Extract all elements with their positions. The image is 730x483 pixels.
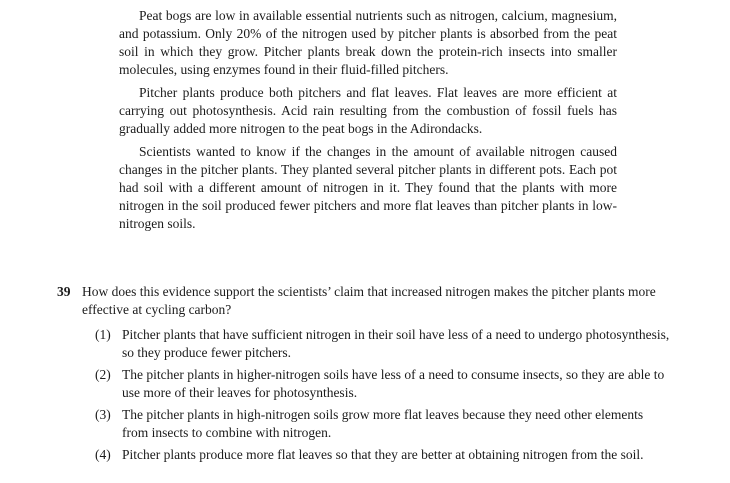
answer-option-2 (57, 366, 672, 402)
option-3-marker: (3) (95, 407, 111, 422)
option-1-marker: (1) (95, 327, 111, 342)
question-39 (57, 283, 697, 468)
option-1-text: Pitcher plants that have sufficient nitrogen in their soil have less of a need to undergo photosynthesis, so they produce fewer pitchers. (122, 327, 670, 360)
passage-paragraph-2: Pitcher plants produce both pitchers and flat leaves. Flat leaves are more efficient at carrying out photosynthesis. Acid rain resulting from the combustion of fossil fuels has gradually added more nitrogen to the peat bogs in the Adirondacks. (119, 85, 617, 136)
option-4-text: Pitcher plants produce more flat leaves so that they are better at obtaining nitrogen from the soil. (122, 447, 644, 462)
passage-paragraph-3: Scientists wanted to know if the changes in the amount of available nitrogen caused changes in the pitcher plants. They planted several pitcher plants in different pots. Each pot had soil with a different amount of nitrogen in it. They found that the plants with more nitrogen in the soil produced fewer pitchers and more flat leaves than pitcher plants in low-nitrogen soils. (119, 144, 617, 231)
answer-option-3 (57, 406, 672, 442)
question-text: How does this evidence support the scientists’ claim that increased nitrogen makes the pitcher plants more effective at cycling carbon? (82, 284, 656, 317)
option-4-marker: (4) (95, 447, 111, 462)
question-number: 39 (57, 284, 71, 299)
option-2-marker: (2) (95, 367, 111, 382)
answer-option-4 (57, 446, 672, 464)
passage-paragraph-1: Peat bogs are low in available essential nutrients such as nitrogen, calcium, magnesium, and potassium. Only 20% of the nitrogen used by pitcher plants is absorbed from the peat soil in which they grow. Pitcher plants break down the protein-rich insects into smaller molecules, using enzymes found in their fluid-filled pitchers. (119, 8, 617, 77)
option-3-text: The pitcher plants in high-nitrogen soils grow more flat leaves because they need other elements from insects to combine with nitrogen. (122, 407, 644, 440)
reading-passage (119, 7, 617, 233)
question-stem (57, 283, 669, 319)
answer-options (57, 326, 697, 464)
answer-option-1 (57, 326, 672, 362)
option-2-text: The pitcher plants in higher-nitrogen soils have less of a need to consume insects, so they are able to use more of their leaves for photosynthesis. (122, 367, 665, 400)
